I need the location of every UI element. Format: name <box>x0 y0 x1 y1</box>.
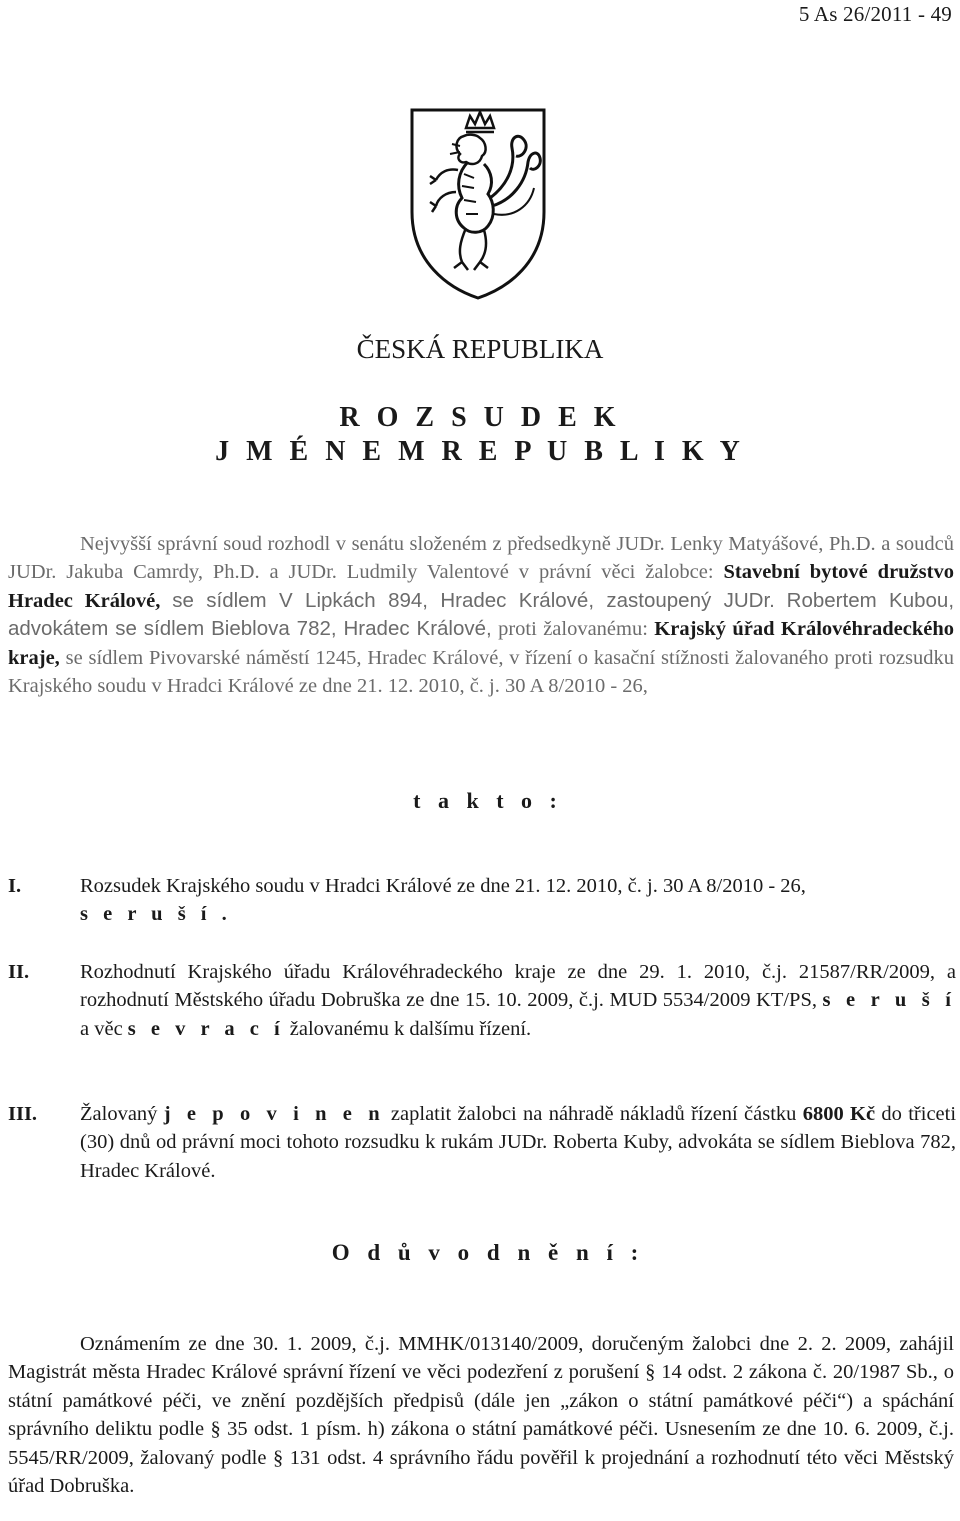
reasoning-text: 14 odst. 2 zákona č. 20/1987 Sb., o státní památkové péči, ve znění pozdějších předpisů (dále jen „zákon o státní památkové péči“) a spáchání správního deliktu podle <box>8 1361 955 1441</box>
reasoning-text: Oznámením ze dne 30. 1. 2009, č.j. MMHK/013140/2009, doručeným žalobci dne 2. 2. 2009, zahájil Magistrát města Hradec Králové správní řízení ve věci podezření z porušení <box>8 1333 954 1384</box>
czech-lion-coat-of-arms-icon <box>408 102 548 302</box>
defendant-name: Krajský úřad Královéhradeckého kraje, <box>8 618 955 669</box>
defendant-label: proti žalovanému: <box>498 618 648 641</box>
verdict-item-number: I. <box>8 875 22 897</box>
verdict-item-text: Žalovaný <box>80 1103 158 1125</box>
reasoning-text: 35 odst. 1 písm. h) zákona o státní památkové péči. Usnesením ze dne 10. 6. 2009, č.j. 5545/RR/2009, žalovaný podle <box>8 1418 954 1469</box>
judgment-title: R O Z S U D E K <box>339 402 621 433</box>
intro-paragraph <box>8 530 954 700</box>
verdict-heading: t a k t o : <box>413 788 563 813</box>
intro-court-composition: Nejvyšší správní soud rozhodl v senátu složeném z předsedkyně JUDr. Lenky Matyášové, Ph.D. a soudců JUDr. Jakuba Camrdy, Ph.D. a JUDr. Ludmily Valentové v právní věci žalobce: <box>8 533 954 584</box>
section-sign-icon: § <box>645 1361 656 1384</box>
verdict-action: s e r u š í . <box>80 903 232 926</box>
plaintiff-attorney: Robertem Kubou, advokátem se sídlem Bieblova 782, Hradec Králové, <box>8 588 955 641</box>
verdict-item-number: II. <box>8 961 30 983</box>
section-sign-icon: § <box>273 1446 284 1469</box>
verdict-action: s e r u š í <box>822 989 956 1012</box>
reasoning-paragraph <box>8 1330 954 1500</box>
plaintiff-name: Stavební bytové družstvo Hradec Králové, <box>8 561 954 612</box>
case-number: 5 As 26/2011 - 49 <box>798 2 952 26</box>
verdict-item-text: Rozsudek Krajského soudu v Hradci Králové ze dne 21. 12. 2010, č. j. 30 A 8/2010 - 26, <box>80 875 806 897</box>
reasoning-text: 131 odst. 4 správního řádu pověřil k projednání a rozhodnutí této věci Městský úřad Dobruška. <box>8 1446 954 1498</box>
verdict-item-text: žalovanému k dalšímu řízení. <box>289 1017 532 1040</box>
verdict-item-text: zaplatit žalobci na náhradě nákladů řízení částku <box>390 1103 797 1125</box>
section-sign-icon: § <box>210 1418 221 1441</box>
verdict-action: s e v r a c í <box>127 1017 285 1040</box>
verdict-item-text: Rozhodnutí Krajského úřadu Královéhradeckého kraje ze dne 29. 1. 2010, č.j. 21587/RR/2009, a rozhodnutí Městského úřadu Dobruška ze dne 15. 10. 2009, č.j. MUD 5534/2009 KT/PS, <box>80 961 956 1012</box>
verdict-item-number: III. <box>8 1103 38 1125</box>
verdict-obligation: j e p o v i n e n <box>163 1103 385 1125</box>
in-name-of-republic: J M É N E M R E P U B L I K Y <box>215 436 745 467</box>
plaintiff-address: se sídlem V Lipkách 894, Hradec Králové, zastoupený JUDr. <box>172 588 775 612</box>
country-heading: ČESKÁ REPUBLIKA <box>356 334 604 364</box>
cost-amount: 6800 Kč <box>802 1103 876 1125</box>
intro-proceedings: se sídlem Pivovarské náměstí 1245, Hradec Králové, v řízení o kasační stížnosti žalovaného proti rozsudku Krajského soudu v Hradci Králové ze dne 21. 12. 2010, č. j. 30 A 8/2010 - 26, <box>8 646 954 698</box>
reasoning-heading: O d ů v o d n ě n í : <box>331 1240 645 1265</box>
verdict-item-text: do třiceti (30) dnů od právní moci tohoto rozsudku k rukám JUDr. Roberta Kuby, advokáta se sídlem Bieblova 782, Hradec Králové. <box>80 1103 957 1182</box>
verdict-item-text: a věc <box>80 1017 123 1040</box>
